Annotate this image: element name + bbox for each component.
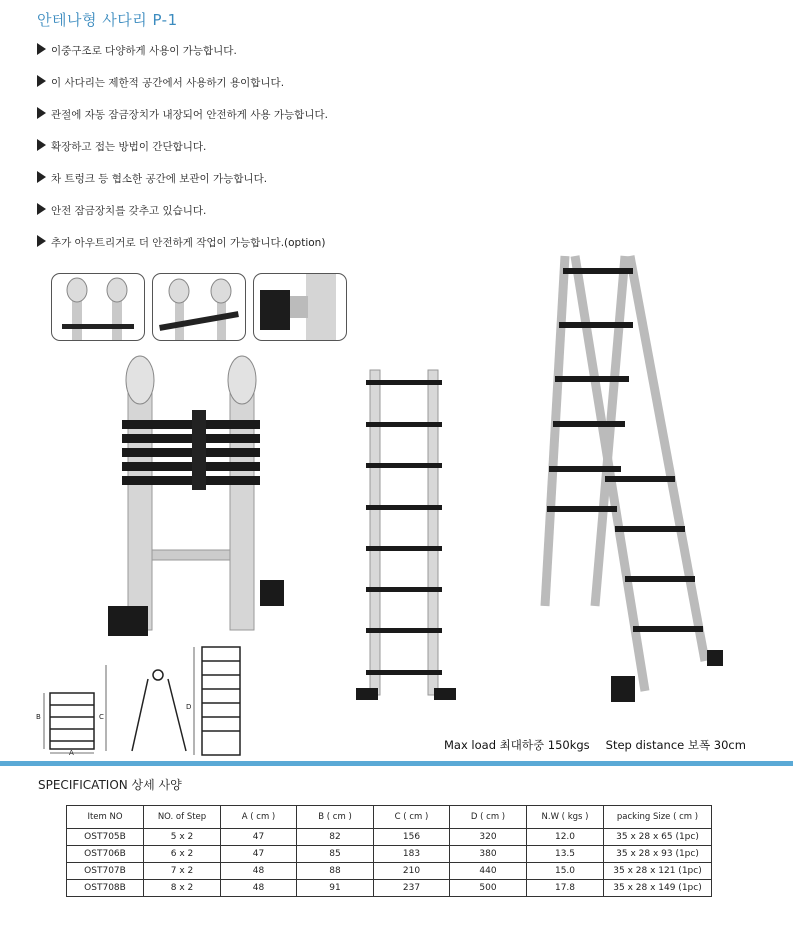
spec-table bbox=[66, 805, 712, 897]
table-cell: OST705B bbox=[67, 829, 144, 846]
table-cell: OST708B bbox=[67, 880, 144, 897]
table-row bbox=[67, 846, 712, 863]
table-cell: 85 bbox=[297, 846, 374, 863]
column-header: Item NO bbox=[67, 806, 144, 829]
column-header: N.W ( kgs ) bbox=[527, 806, 604, 829]
table-cell: 82 bbox=[297, 829, 374, 846]
table-cell: 380 bbox=[450, 846, 527, 863]
step-distance-text: Step distance 보폭 30cm bbox=[605, 738, 746, 752]
feature-list bbox=[37, 43, 328, 267]
table-cell: 7 x 2 bbox=[144, 863, 221, 880]
a-frame-ladder-photo bbox=[535, 236, 735, 706]
table-row bbox=[67, 863, 712, 880]
label-d: D bbox=[186, 703, 192, 711]
page-title: 안테나형 사다리 P-1 bbox=[37, 11, 178, 29]
table-cell: 13.5 bbox=[527, 846, 604, 863]
table-cell: 91 bbox=[297, 880, 374, 897]
label-c: C bbox=[99, 713, 104, 721]
table-cell: 48 bbox=[221, 880, 297, 897]
table-cell: 500 bbox=[450, 880, 527, 897]
feature-item: 확장하고 접는 방법이 간단합니다. bbox=[37, 139, 328, 171]
table-cell: 6 x 2 bbox=[144, 846, 221, 863]
table-cell: 5 x 2 bbox=[144, 829, 221, 846]
label-a: A bbox=[69, 749, 74, 757]
table-row bbox=[67, 880, 712, 897]
table-cell: 88 bbox=[297, 863, 374, 880]
table-cell: OST707B bbox=[67, 863, 144, 880]
table-header-row bbox=[67, 806, 712, 829]
table-cell: 440 bbox=[450, 863, 527, 880]
table-cell: OST706B bbox=[67, 846, 144, 863]
feature-item: 관절에 자동 잠금장치가 내장되어 안전하게 사용 가능합니다. bbox=[37, 107, 328, 139]
feature-item: 이중구조로 다양하게 사용이 가능합니다. bbox=[37, 43, 328, 75]
table-cell: 12.0 bbox=[527, 829, 604, 846]
label-b: B bbox=[36, 713, 41, 721]
table-cell: 47 bbox=[221, 846, 297, 863]
max-load-text: Max load 최대하중 150kgs bbox=[444, 738, 590, 752]
table-cell: 8 x 2 bbox=[144, 880, 221, 897]
table-cell: 47 bbox=[221, 829, 297, 846]
triangle-bullet-icon bbox=[37, 139, 46, 151]
section-divider bbox=[0, 761, 793, 766]
table-cell: 35 x 28 x 93 (1pc) bbox=[604, 846, 712, 863]
feature-item: 이 사다리는 제한적 공간에서 사용하기 용이합니다. bbox=[37, 75, 328, 107]
table-cell: 156 bbox=[374, 829, 450, 846]
table-cell: 35 x 28 x 149 (1pc) bbox=[604, 880, 712, 897]
table-cell: 17.8 bbox=[527, 880, 604, 897]
column-header: NO. of Step bbox=[144, 806, 221, 829]
feature-item: 안전 잠금장치를 갖추고 있습니다. bbox=[37, 203, 328, 235]
table-cell: 210 bbox=[374, 863, 450, 880]
table-cell: 237 bbox=[374, 880, 450, 897]
column-header: packing Size ( cm ) bbox=[604, 806, 712, 829]
feature-item: 추가 아우트리거로 더 안전하게 작업이 가능합니다.(option) bbox=[37, 235, 328, 267]
table-cell: 35 x 28 x 121 (1pc) bbox=[604, 863, 712, 880]
straight-ladder-photo bbox=[352, 350, 462, 705]
table-cell: 35 x 28 x 65 (1pc) bbox=[604, 829, 712, 846]
table-row bbox=[67, 829, 712, 846]
lock-detail-photo bbox=[253, 273, 347, 341]
triangle-bullet-icon bbox=[37, 235, 46, 247]
table-cell: 183 bbox=[374, 846, 450, 863]
triangle-bullet-icon bbox=[37, 171, 46, 183]
folded-ladder-photo bbox=[100, 350, 290, 645]
column-header: B ( cm ) bbox=[297, 806, 374, 829]
feature-item: 차 트렁크 등 협소한 공간에 보관이 가능합니다. bbox=[37, 171, 328, 203]
triangle-bullet-icon bbox=[37, 75, 46, 87]
triangle-bullet-icon bbox=[37, 107, 46, 119]
hinge-detail-photo-1 bbox=[51, 273, 145, 341]
triangle-bullet-icon bbox=[37, 43, 46, 55]
column-header: D ( cm ) bbox=[450, 806, 527, 829]
triangle-bullet-icon bbox=[37, 203, 46, 215]
column-header: C ( cm ) bbox=[374, 806, 450, 829]
table-cell: 48 bbox=[221, 863, 297, 880]
table-cell: 320 bbox=[450, 829, 527, 846]
dimension-diagram bbox=[36, 643, 248, 758]
hinge-detail-photo-2 bbox=[152, 273, 246, 341]
table-cell: 15.0 bbox=[527, 863, 604, 880]
column-header: A ( cm ) bbox=[221, 806, 297, 829]
load-caption bbox=[444, 737, 746, 753]
spec-title: SPECIFICATION 상세 사양 bbox=[38, 778, 182, 792]
